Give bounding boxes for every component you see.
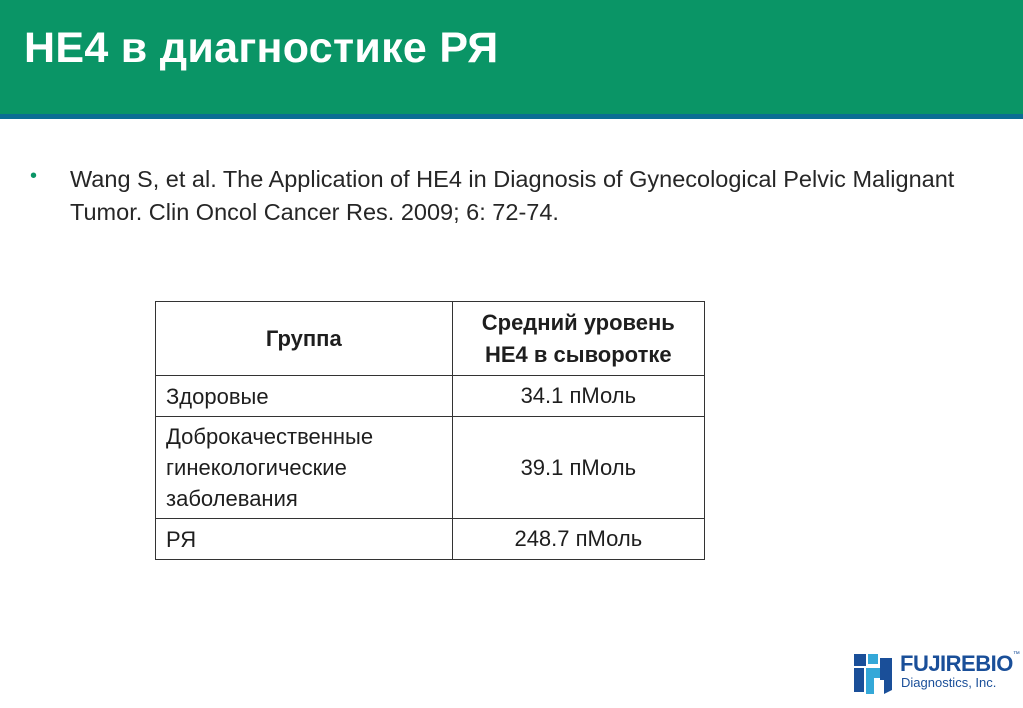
header-divider — [0, 114, 1023, 119]
group-cell: Доброкачественные гинекологические заболевания — [156, 417, 453, 519]
logo-subtitle: Diagnostics, Inc. — [901, 675, 997, 690]
bullet-icon: • — [30, 165, 38, 187]
value-cell: 39.1 пМоль — [452, 417, 704, 519]
table-row — [156, 519, 705, 560]
slide-header — [0, 0, 1023, 114]
slide-title: HE4 в диагностике РЯ — [24, 24, 499, 72]
fujirebio-logo — [852, 650, 1020, 698]
citation-text: Wang S, et al. The Application of HE4 in Diagnosis of Gynecological Pelvic Malignant Tumor. Clin Oncol Cancer Res. 2009; 6: 72-74. — [70, 166, 955, 225]
he4-levels-table — [155, 301, 705, 560]
fujirebio-mark-icon — [852, 650, 898, 696]
table-header-row — [156, 302, 705, 376]
value-cell: 34.1 пМоль — [452, 376, 704, 417]
value-cell: 248.7 пМоль — [452, 519, 704, 560]
group-cell: РЯ — [156, 519, 453, 560]
logo-name: FUJIREBIO™ — [900, 651, 1020, 676]
group-cell: Здоровые — [156, 376, 453, 417]
table-row — [156, 376, 705, 417]
header-level: Средний уровень HE4 в сыворотке — [452, 302, 704, 376]
header-group: Группа — [156, 302, 453, 376]
logo-trademark: ™ — [1012, 651, 1020, 658]
table-row — [156, 417, 705, 519]
